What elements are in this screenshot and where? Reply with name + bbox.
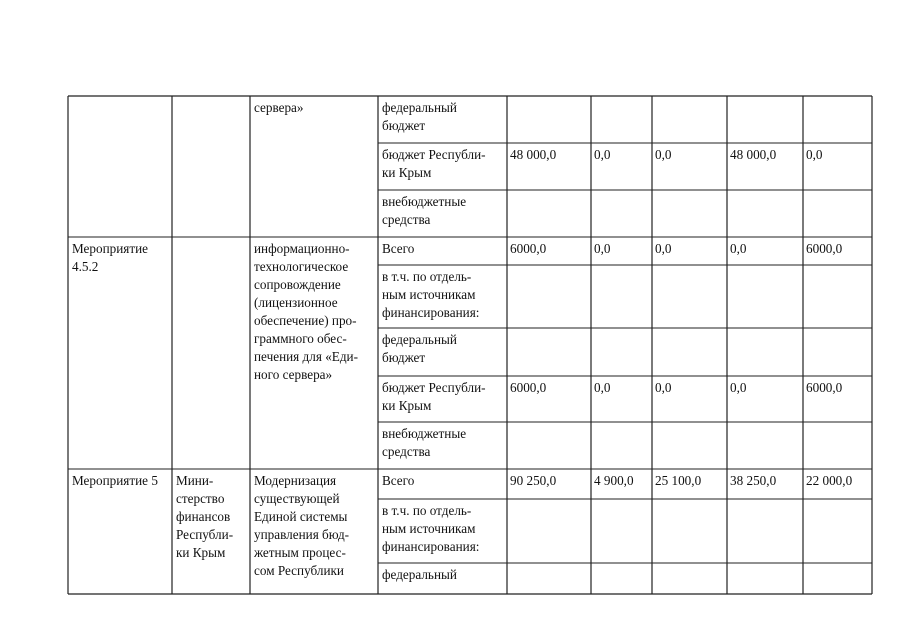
amount-cell: 0,0 xyxy=(730,380,747,395)
source-cell: федеральный бюджет xyxy=(382,100,457,133)
activity-cell: Мероприятие 5 xyxy=(72,473,158,488)
amount-cell: 0,0 xyxy=(594,241,611,256)
source-cell: в т.ч. по отдель- ным источникам финансирования: xyxy=(382,503,480,554)
source-cell: федеральный бюджет xyxy=(382,332,457,365)
amount-cell: 0,0 xyxy=(806,147,823,162)
amount-cell: 90 250,0 xyxy=(510,473,557,488)
amount-cell: 48 000,0 xyxy=(510,147,557,162)
amount-cell: 0,0 xyxy=(655,147,672,162)
executor-cell: Мини- стерство финансов Республи- ки Крым xyxy=(176,473,234,560)
source-cell: федеральный xyxy=(382,567,457,582)
source-cell: Всего xyxy=(382,473,415,488)
amount-cell: 48 000,0 xyxy=(730,147,777,162)
amount-cell: 6000,0 xyxy=(510,241,547,256)
amount-cell: 0,0 xyxy=(594,147,611,162)
activity-cell: Мероприятие 4.5.2 xyxy=(72,241,149,274)
amount-cell: 4 900,0 xyxy=(594,473,634,488)
amount-cell: 0,0 xyxy=(655,241,672,256)
amount-cell: 0,0 xyxy=(655,380,672,395)
amount-cell: 6000,0 xyxy=(510,380,547,395)
amount-cell: 0,0 xyxy=(594,380,611,395)
source-cell: бюджет Республи- ки Крым xyxy=(382,147,486,180)
amount-cell: 0,0 xyxy=(730,241,747,256)
description-cell: сервера» xyxy=(254,100,304,115)
source-cell: в т.ч. по отдель- ным источникам финансирования: xyxy=(382,269,480,320)
amount-cell: 6000,0 xyxy=(806,380,843,395)
source-cell: Всего xyxy=(382,241,415,256)
description-cell: Модернизация существующей Единой системы управления бюд- жетным процес- сом Республики xyxy=(254,473,350,578)
amount-cell: 25 100,0 xyxy=(655,473,702,488)
source-cell: бюджет Республи- ки Крым xyxy=(382,380,486,413)
source-cell: внебюджетные средства xyxy=(382,194,467,227)
source-cell: внебюджетные средства xyxy=(382,426,467,459)
amount-cell: 38 250,0 xyxy=(730,473,777,488)
description-cell: информационно- технологическое сопровождение (лицензионное обеспечение) про- граммного обес- печения для «Еди- ного сервера» xyxy=(254,241,359,382)
amount-cell: 6000,0 xyxy=(806,241,843,256)
amount-cell: 22 000,0 xyxy=(806,473,853,488)
